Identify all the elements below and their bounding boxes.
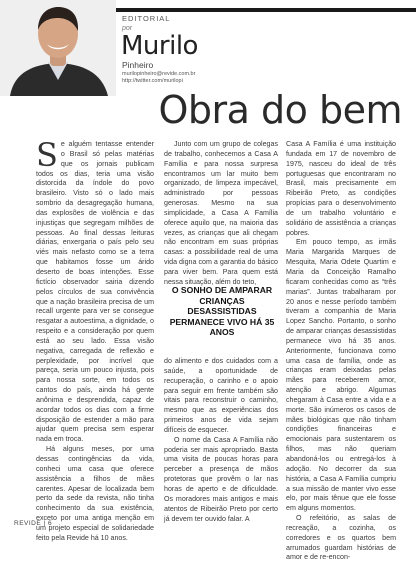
drop-cap: S [36,136,58,174]
article-paragraph [36,136,154,445]
pull-quote: O SONHO DE AMPARAR CRIANÇAS DESASSISTIDAS PERMANECE VIVO HÁ 35 ANOS [169,285,275,337]
paragraph-text: e alguém tentasse entender o Brasil só pelas matérias que os jornais publicam todos os dias, teria uma visão distorcida da índole do povo brasileiro. Visto só o lado mais sombrio da desagregação humana, das explosões de violência e das injustiças que segregam milhões de pessoas. Ao final dessas leituras diárias, enxergaria o país pelo seu viés mais nefasto como se a terra que habitamos fosse um árido deserto de boas intenções. Esse fictício observador sairia dizendo pelos círculos de sua convivência que a nação brasileira precisa de um recall urgente para ver se consegue resgatar a autoestima, a dignidade, o respeito e a consideração por quem está ao seu lado. Essa visão negativa, carregada de reflexão e perplexidade, por incrível que pareça, seria um pouco injusta, pois para nossa sorte, em todos os cantos do país, ainda há gente anônima e desprendida, capaz de acordar todos os dias com a firme disposição de estender a mão para ajudar quem precisa sem esperar nada em troca. [36,140,154,444]
article-paragraph: do alimento e dos cuidados com a saúde, a oportunidade de recuperação, o carinho e o apoio para seguir em frente também são vitais para reconstruir o caminho, mesmo que as experiências dos primeiros anos de vida sejam difíceis de esquecer. [164,357,278,434]
article-paragraph: O nome da Casa A Família não poderia ser mais apropriado. Basta uma visita de poucas horas para perceber a presença de mãos protetoras que provêm o lar nas horas de aperto e de dificuldade. Os moradores mais antigos e mais atentos de Ribeirão Preto por certo já devem ter ouvido falar. A [164,435,278,523]
article-paragraph: Casa A Família é uma instituição fundada em 17 de novembro de 1975, nasceu do ideal de três portuguesas que encontraram no Brasil, mais precisamente em Ribeirão Preto, as condições propícias para o desenvolvimento de um trabalho voluntário e solidário de assistência a crianças pobres. [286,140,396,237]
column-1 [36,136,154,544]
article-paragraph: O refeitório, as salas de recreação, a cozinha, os corredores e os quartos bem arrumados guardam histórias de amor e de re-encon- [286,514,396,562]
column-2-bottom [164,357,278,524]
article-paragraph: Junto com um grupo de colegas de trabalho, conhecemos a Casa A Família e para nossa surpresa encontramos um lar muito bem organizado, de limpeza impecável, administrado por pessoas generosas. Mesmo na sua simplicidade, a Casa A Família oferece aquilo que, na maioria das vezes, as crianças que ali chegam não encontram em suas próprias casas: a possibilidade real de uma vida digna com a garantia do básico para viver bem. Para quem está nessa situação, além do teto, [164,140,278,286]
column-2-top [164,140,278,288]
byline-prefix: por [122,25,133,32]
author-twitter[interactable]: http://twitter.com/murilopi [122,78,183,84]
author-email[interactable]: murilopinheiro@revide.com.br [122,71,196,77]
author-last-name: Pinheiro [122,60,154,70]
author-first-name: Murilo [121,31,198,61]
column-3 [286,140,396,563]
header-rule [116,8,416,12]
section-label: EDITORIAL [122,14,171,23]
article-title: Obra do bem [158,88,402,132]
author-photo [0,0,116,96]
article-paragraph: Há alguns meses, por uma dessas contingências da vida, conheci uma casa que oferece assistência a filhos de mães carentes. Apesar de localizada bem perto da sede da revista, não tinha conhecimento da sua existência, exceto por uma antiga menção em um projeto especial de solidariedade feito pela Revide há 10 anos. [36,445,154,542]
article-paragraph: Em pouco tempo, as irmãs Maria Margarida Marques de Mesquita, Maria Odete Quartim e Maria da Conceição Ramalho ficaram conhecidas como as “três marias”. Juntas trabalharam por 20 anos e nesse período também tiveram a companhia de Maria Lopez Sancho. Portanto, o sonho de amparar crianças desassistidas permanece vivo há 35 anos. Anteriormente, funcionava como uma casa de família, onde as crianças eram deixadas pelas mães para receberem amor, atenção e abrigo. Algumas chegaram à Casa entre a vida e a morte. São inúmeros os casos de mães biológicas que não tinham condições financeiras e emocionais para sustentarem os filhos, mas não queriam abandoná-los ou entregá-los à adoção. No decorrer da sua história, a Casa A Família cumpriu a sua missão de manter vivo esse elo, por mais tênue que ele fosse em alguns momentos. [286,238,396,513]
page-footer: REVIDE | 6 [14,520,53,527]
